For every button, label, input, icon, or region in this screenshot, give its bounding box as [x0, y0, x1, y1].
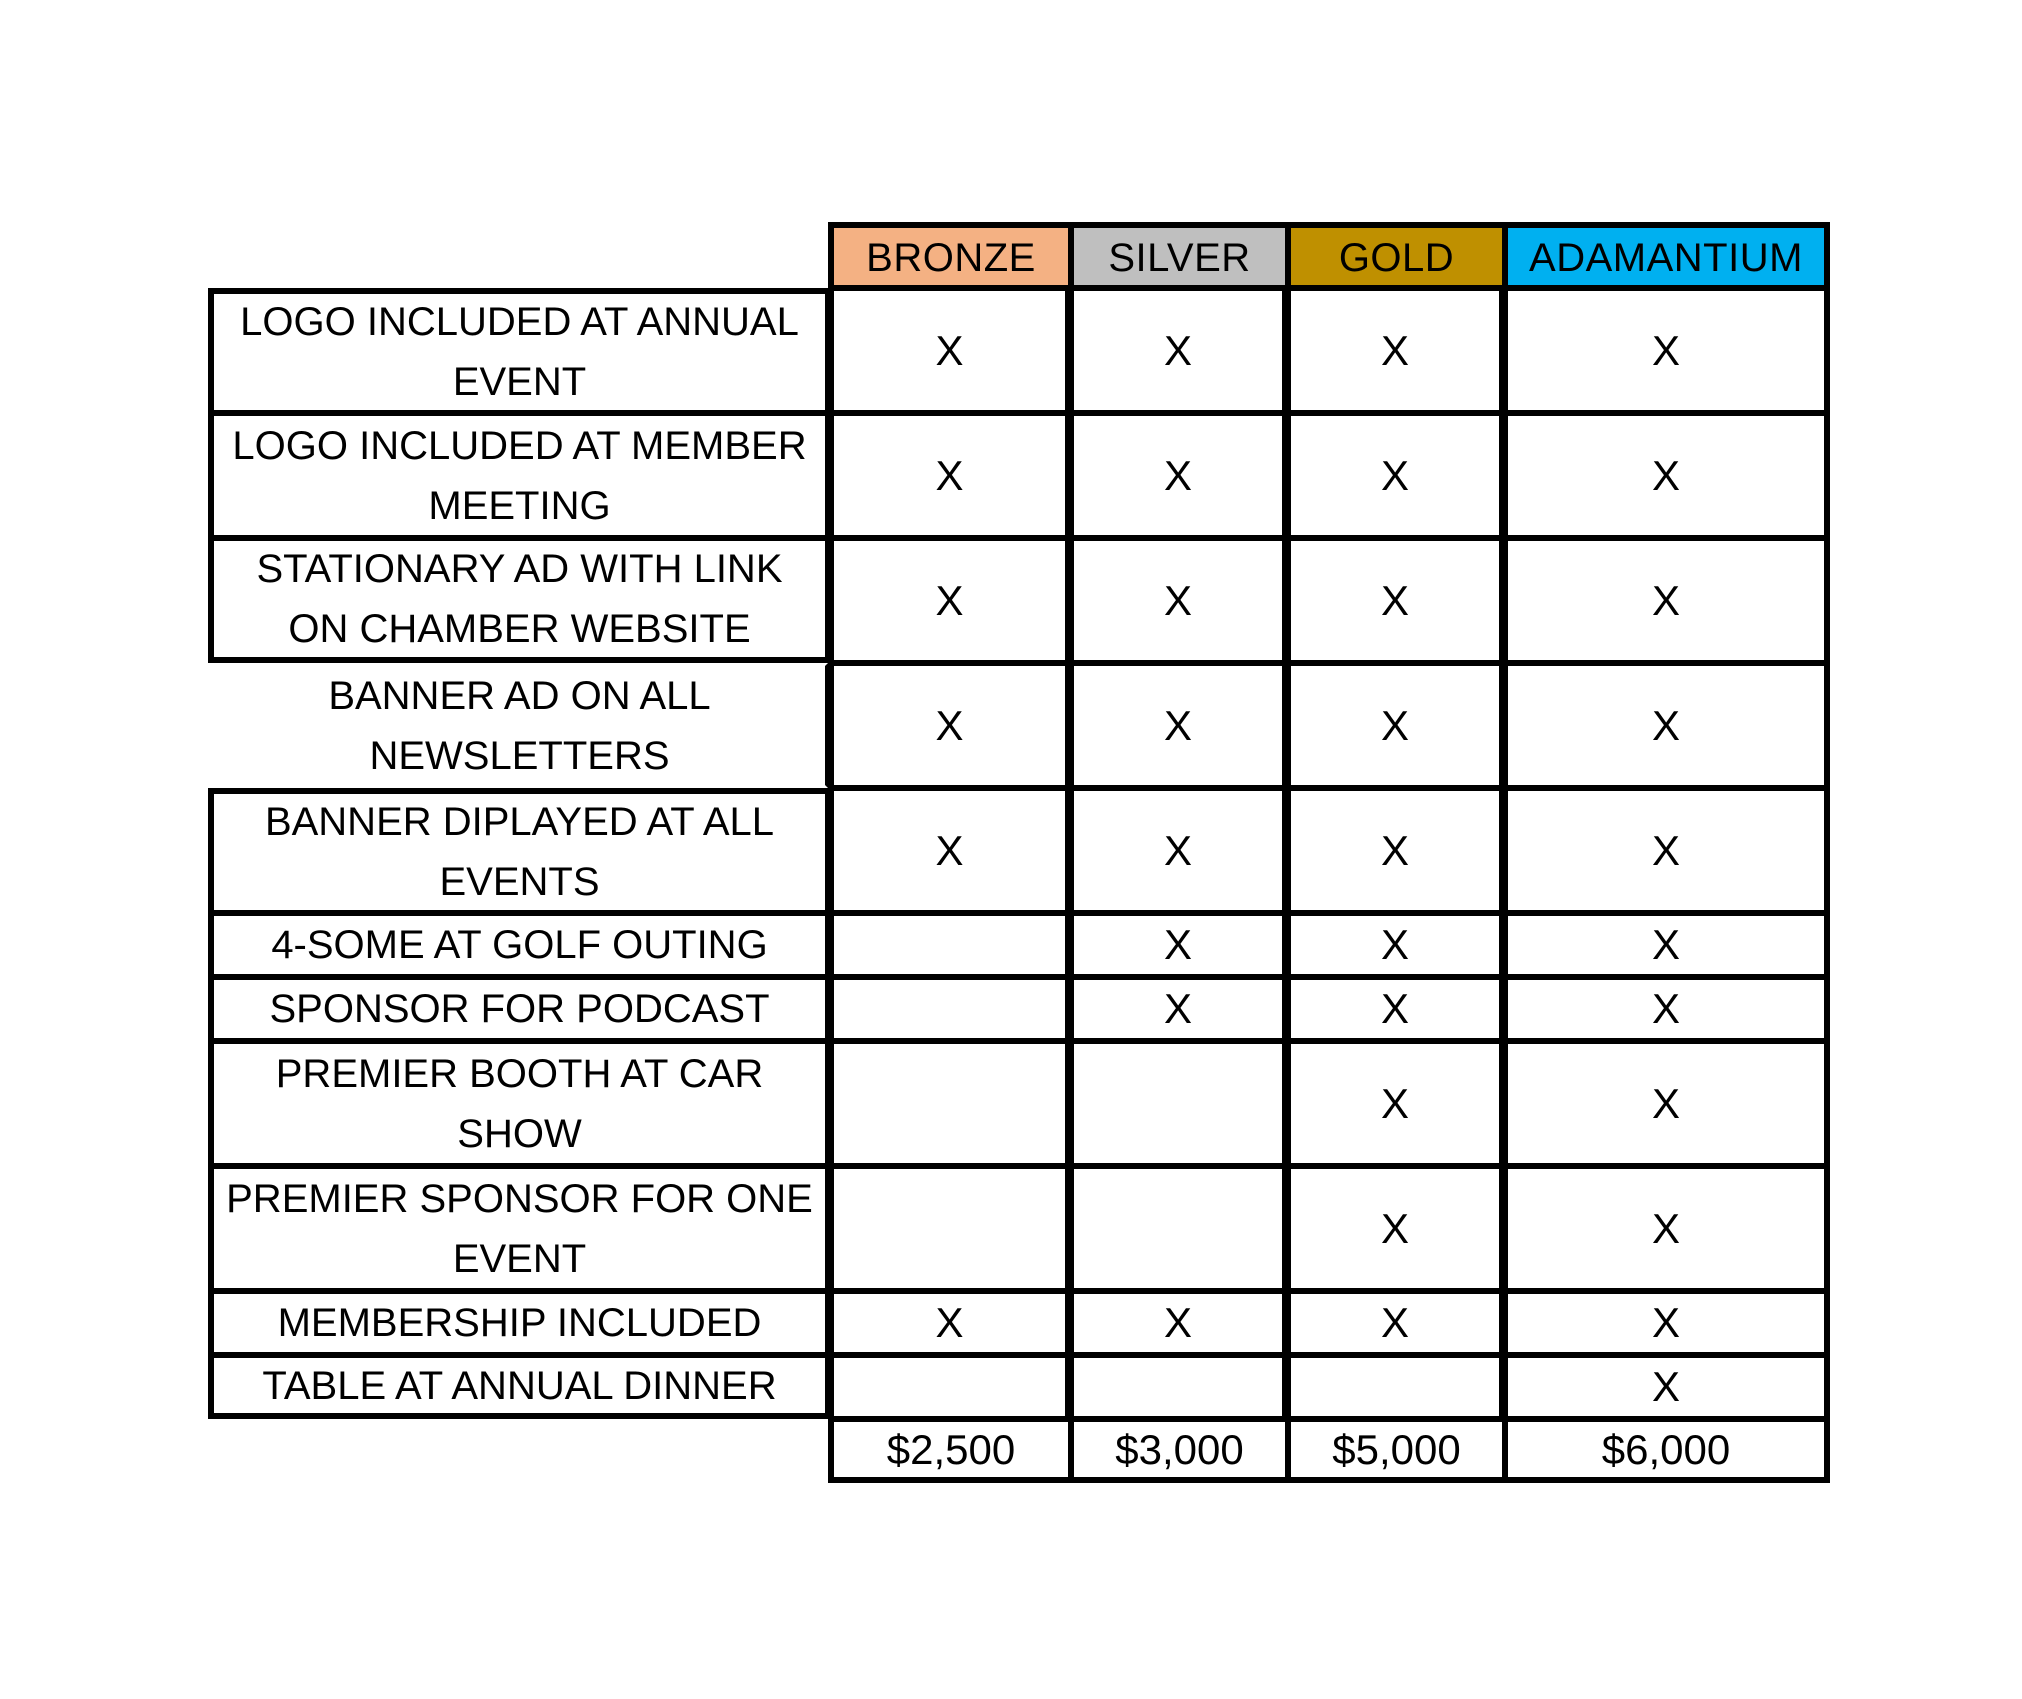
benefit-mark-silver: X [1068, 538, 1285, 663]
benefit-mark-gold: X [1285, 913, 1502, 977]
benefit-mark-adamantium: X [1502, 1355, 1830, 1419]
benefit-label: TABLE AT ANNUAL DINNER [208, 1355, 828, 1419]
benefit-mark-silver: X [1068, 288, 1285, 413]
tier-header-silver: SILVER [1068, 222, 1285, 288]
benefit-mark-silver: X [1068, 788, 1285, 913]
benefit-mark-bronze: X [828, 413, 1068, 538]
benefit-mark-silver [1068, 1355, 1285, 1419]
benefit-mark-gold: X [1285, 1041, 1502, 1166]
price-silver: $3,000 [1068, 1419, 1285, 1483]
benefit-mark-silver [1068, 1041, 1285, 1166]
benefit-label: BANNER AD ON ALL NEWSLETTERS [208, 663, 828, 788]
benefit-mark-adamantium: X [1502, 977, 1830, 1041]
benefit-mark-bronze: X [828, 1291, 1068, 1355]
benefit-label: LOGO INCLUDED AT MEMBER MEETING [208, 413, 828, 538]
benefit-label: 4-SOME AT GOLF OUTING [208, 913, 828, 977]
corner-cell [208, 222, 828, 288]
benefit-mark-adamantium: X [1502, 1291, 1830, 1355]
benefit-mark-gold: X [1285, 977, 1502, 1041]
benefit-mark-adamantium: X [1502, 913, 1830, 977]
benefit-mark-gold: X [1285, 413, 1502, 538]
benefit-mark-bronze [828, 913, 1068, 977]
price-gold: $5,000 [1285, 1419, 1502, 1483]
sponsorship-table [208, 222, 1830, 1495]
benefit-mark-silver: X [1068, 1291, 1285, 1355]
benefit-mark-adamantium: X [1502, 788, 1830, 913]
benefit-mark-gold: X [1285, 538, 1502, 663]
benefit-mark-gold [1285, 1355, 1502, 1419]
benefit-mark-gold: X [1285, 788, 1502, 913]
benefit-mark-bronze [828, 1166, 1068, 1291]
benefit-mark-adamantium: X [1502, 413, 1830, 538]
benefit-mark-adamantium: X [1502, 1041, 1830, 1166]
benefit-mark-silver: X [1068, 977, 1285, 1041]
benefit-label: STATIONARY AD WITH LINK ON CHAMBER WEBSITE [208, 538, 828, 663]
tier-header-bronze: BRONZE [828, 222, 1068, 288]
benefit-mark-adamantium: X [1502, 1166, 1830, 1291]
benefit-mark-bronze [828, 977, 1068, 1041]
benefit-mark-bronze [828, 1355, 1068, 1419]
benefit-mark-adamantium: X [1502, 538, 1830, 663]
price-bronze: $2,500 [828, 1419, 1068, 1483]
benefit-mark-bronze [828, 1041, 1068, 1166]
price-adamantium: $6,000 [1502, 1419, 1830, 1483]
benefit-mark-bronze: X [828, 663, 1068, 788]
tier-header-gold: GOLD [1285, 222, 1502, 288]
benefit-mark-bronze: X [828, 788, 1068, 913]
benefit-mark-adamantium: X [1502, 663, 1830, 788]
benefit-mark-bronze: X [828, 288, 1068, 413]
benefit-label: PREMIER SPONSOR FOR ONE EVENT [208, 1166, 828, 1291]
benefit-mark-adamantium: X [1502, 288, 1830, 413]
benefit-mark-silver: X [1068, 913, 1285, 977]
benefit-label: BANNER DIPLAYED AT ALL EVENTS [208, 788, 828, 913]
benefit-mark-gold: X [1285, 1166, 1502, 1291]
benefit-mark-silver: X [1068, 663, 1285, 788]
benefit-label: MEMBERSHIP INCLUDED [208, 1291, 828, 1355]
benefit-mark-gold: X [1285, 1291, 1502, 1355]
benefit-label: SPONSOR FOR PODCAST [208, 977, 828, 1041]
benefit-mark-silver [1068, 1166, 1285, 1291]
benefit-label: LOGO INCLUDED AT ANNUAL EVENT [208, 288, 828, 413]
benefit-mark-gold: X [1285, 288, 1502, 413]
benefit-label: PREMIER BOOTH AT CAR SHOW [208, 1041, 828, 1166]
tier-header-adamantium: ADAMANTIUM [1502, 222, 1830, 288]
benefit-mark-bronze: X [828, 538, 1068, 663]
benefit-mark-silver: X [1068, 413, 1285, 538]
benefit-mark-gold: X [1285, 663, 1502, 788]
price-corner-cell [208, 1419, 828, 1483]
